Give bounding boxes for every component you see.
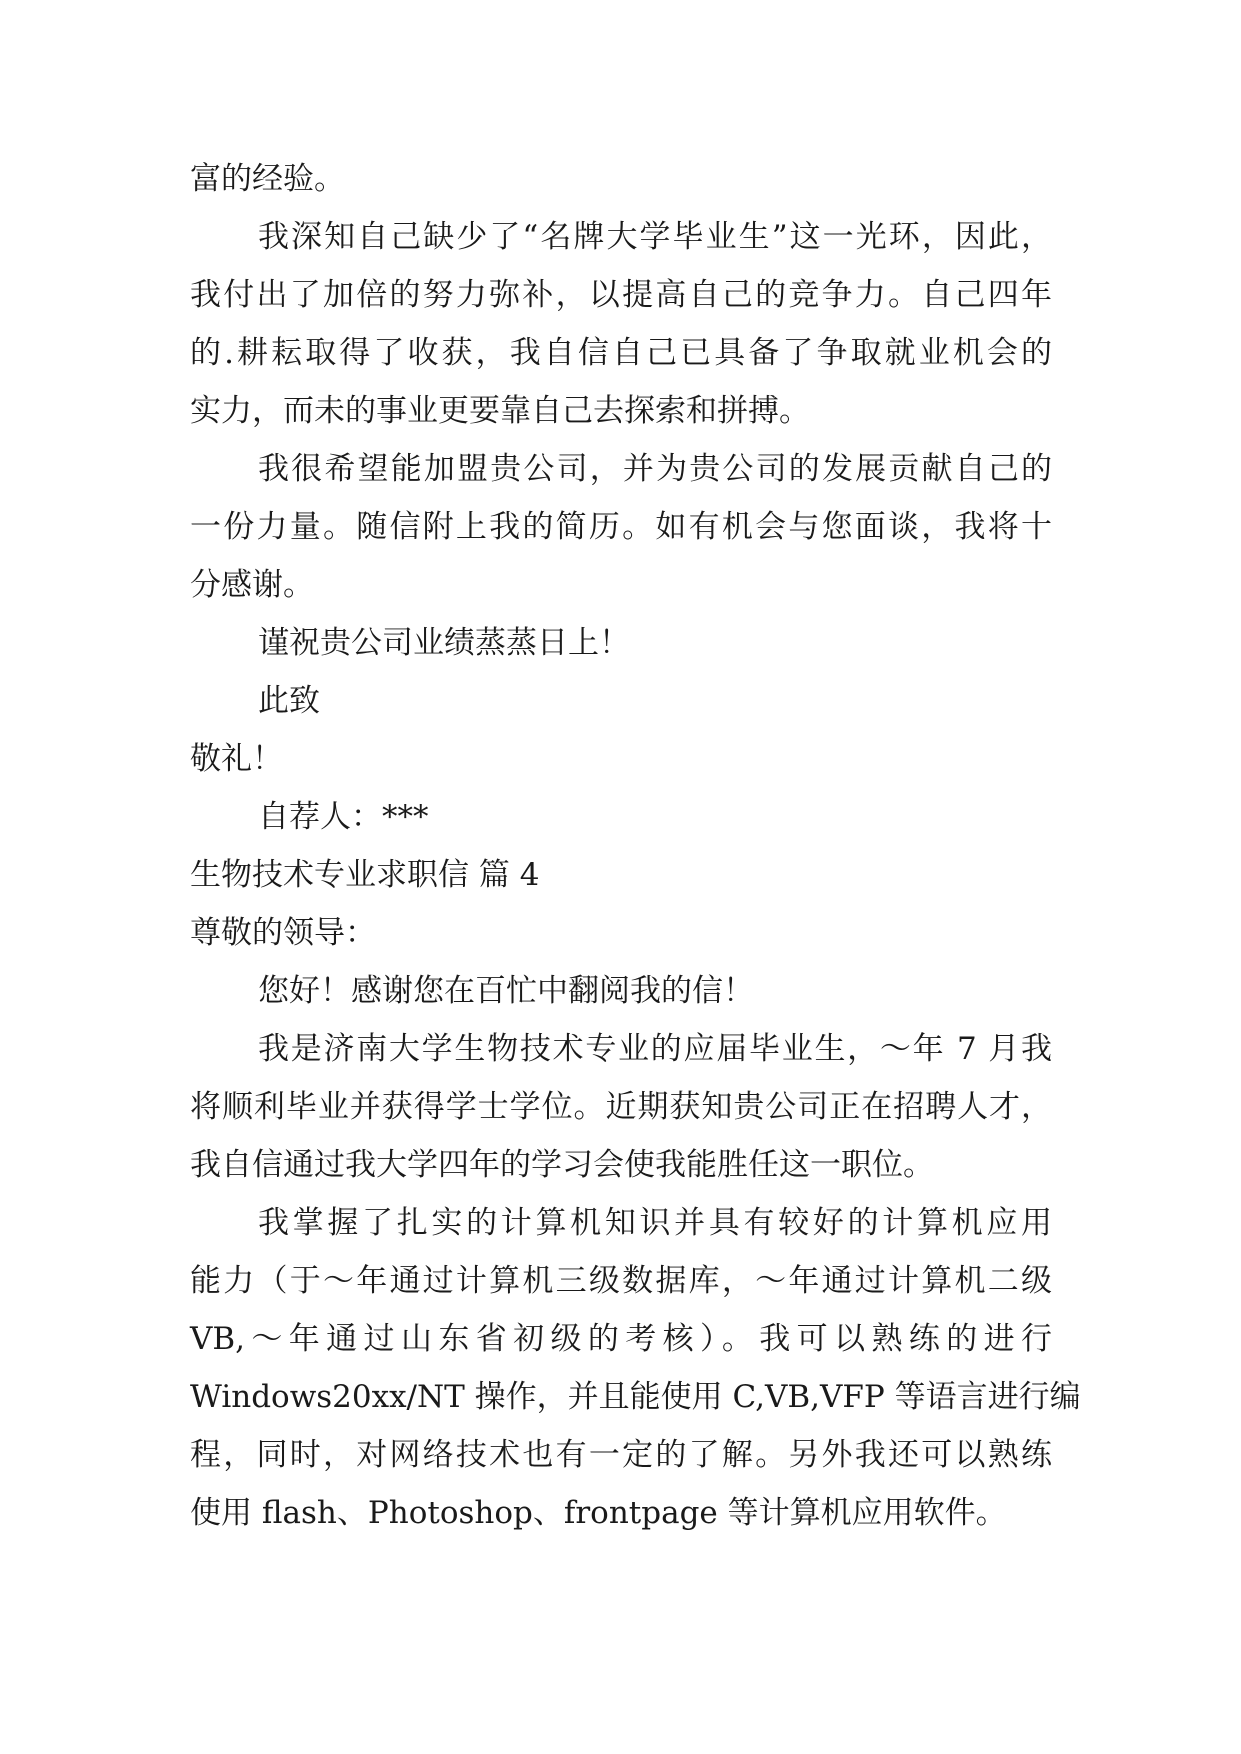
paragraph-line: 程，同时，对网络技术也有一定的了解。另外我还可以熟练 [190, 1437, 1052, 1473]
paragraph-line: 我掌握了扎实的计算机知识并具有较好的计算机应用 [258, 1205, 1052, 1241]
paragraph-line: 的.耕耘取得了收获，我自信自己已具备了争取就业机会的 [190, 335, 1052, 371]
paragraph-line: 将顺利毕业并获得学士学位。近期获知贵公司正在招聘人才， [190, 1089, 1052, 1125]
paragraph-line: 我是济南大学生物技术专业的应届毕业生，～年 7 月我 [258, 1031, 1052, 1067]
paragraph-line: 我深知自己缺少了“名牌大学毕业生”这一光环，因此， [258, 219, 1052, 255]
paragraph-line: 我很希望能加盟贵公司，并为贵公司的发展贡献自己的 [258, 451, 1052, 487]
section-title: 生物技术专业求职信 篇 4 [190, 857, 540, 893]
closing-jingli: 敬礼！ [190, 741, 283, 777]
paragraph-line: Windows20xx/NT 操作，并且能使用 C,VB,VFP 等语言进行编 [190, 1379, 1081, 1415]
closing-wish: 谨祝贵公司业绩蒸蒸日上！ [258, 625, 630, 661]
document-body [190, 150, 1081, 1542]
paragraph-line: 一份力量。随信附上我的简历。如有机会与您面谈，我将十 [190, 509, 1052, 545]
paragraph-line: 使用 flash、Photoshop、frontpage 等计算机应用软件。 [190, 1495, 1007, 1531]
closing-cizhi: 此致 [258, 683, 320, 719]
paragraph-line: 富的经验。 [190, 161, 345, 197]
paragraph-line: VB,～年通过山东省初级的考核）。我可以熟练的进行 [190, 1321, 1052, 1357]
paragraph-line: 实力，而未的事业更要靠自己去探索和拼搏。 [190, 393, 810, 429]
paragraph-line: 能力（于～年通过计算机三级数据库，～年通过计算机二级 [190, 1263, 1052, 1299]
greeting: 您好！感谢您在百忙中翻阅我的信！ [258, 973, 754, 1009]
salutation: 尊敬的领导： [190, 915, 376, 951]
signature: 自荐人：*** [258, 799, 429, 835]
paragraph-line: 我自信通过我大学四年的学习会使我能胜任这一职位。 [190, 1147, 934, 1183]
paragraph-line: 我付出了加倍的努力弥补，以提高自己的竞争力。自己四年 [190, 277, 1052, 313]
paragraph-line: 分感谢。 [190, 567, 314, 603]
